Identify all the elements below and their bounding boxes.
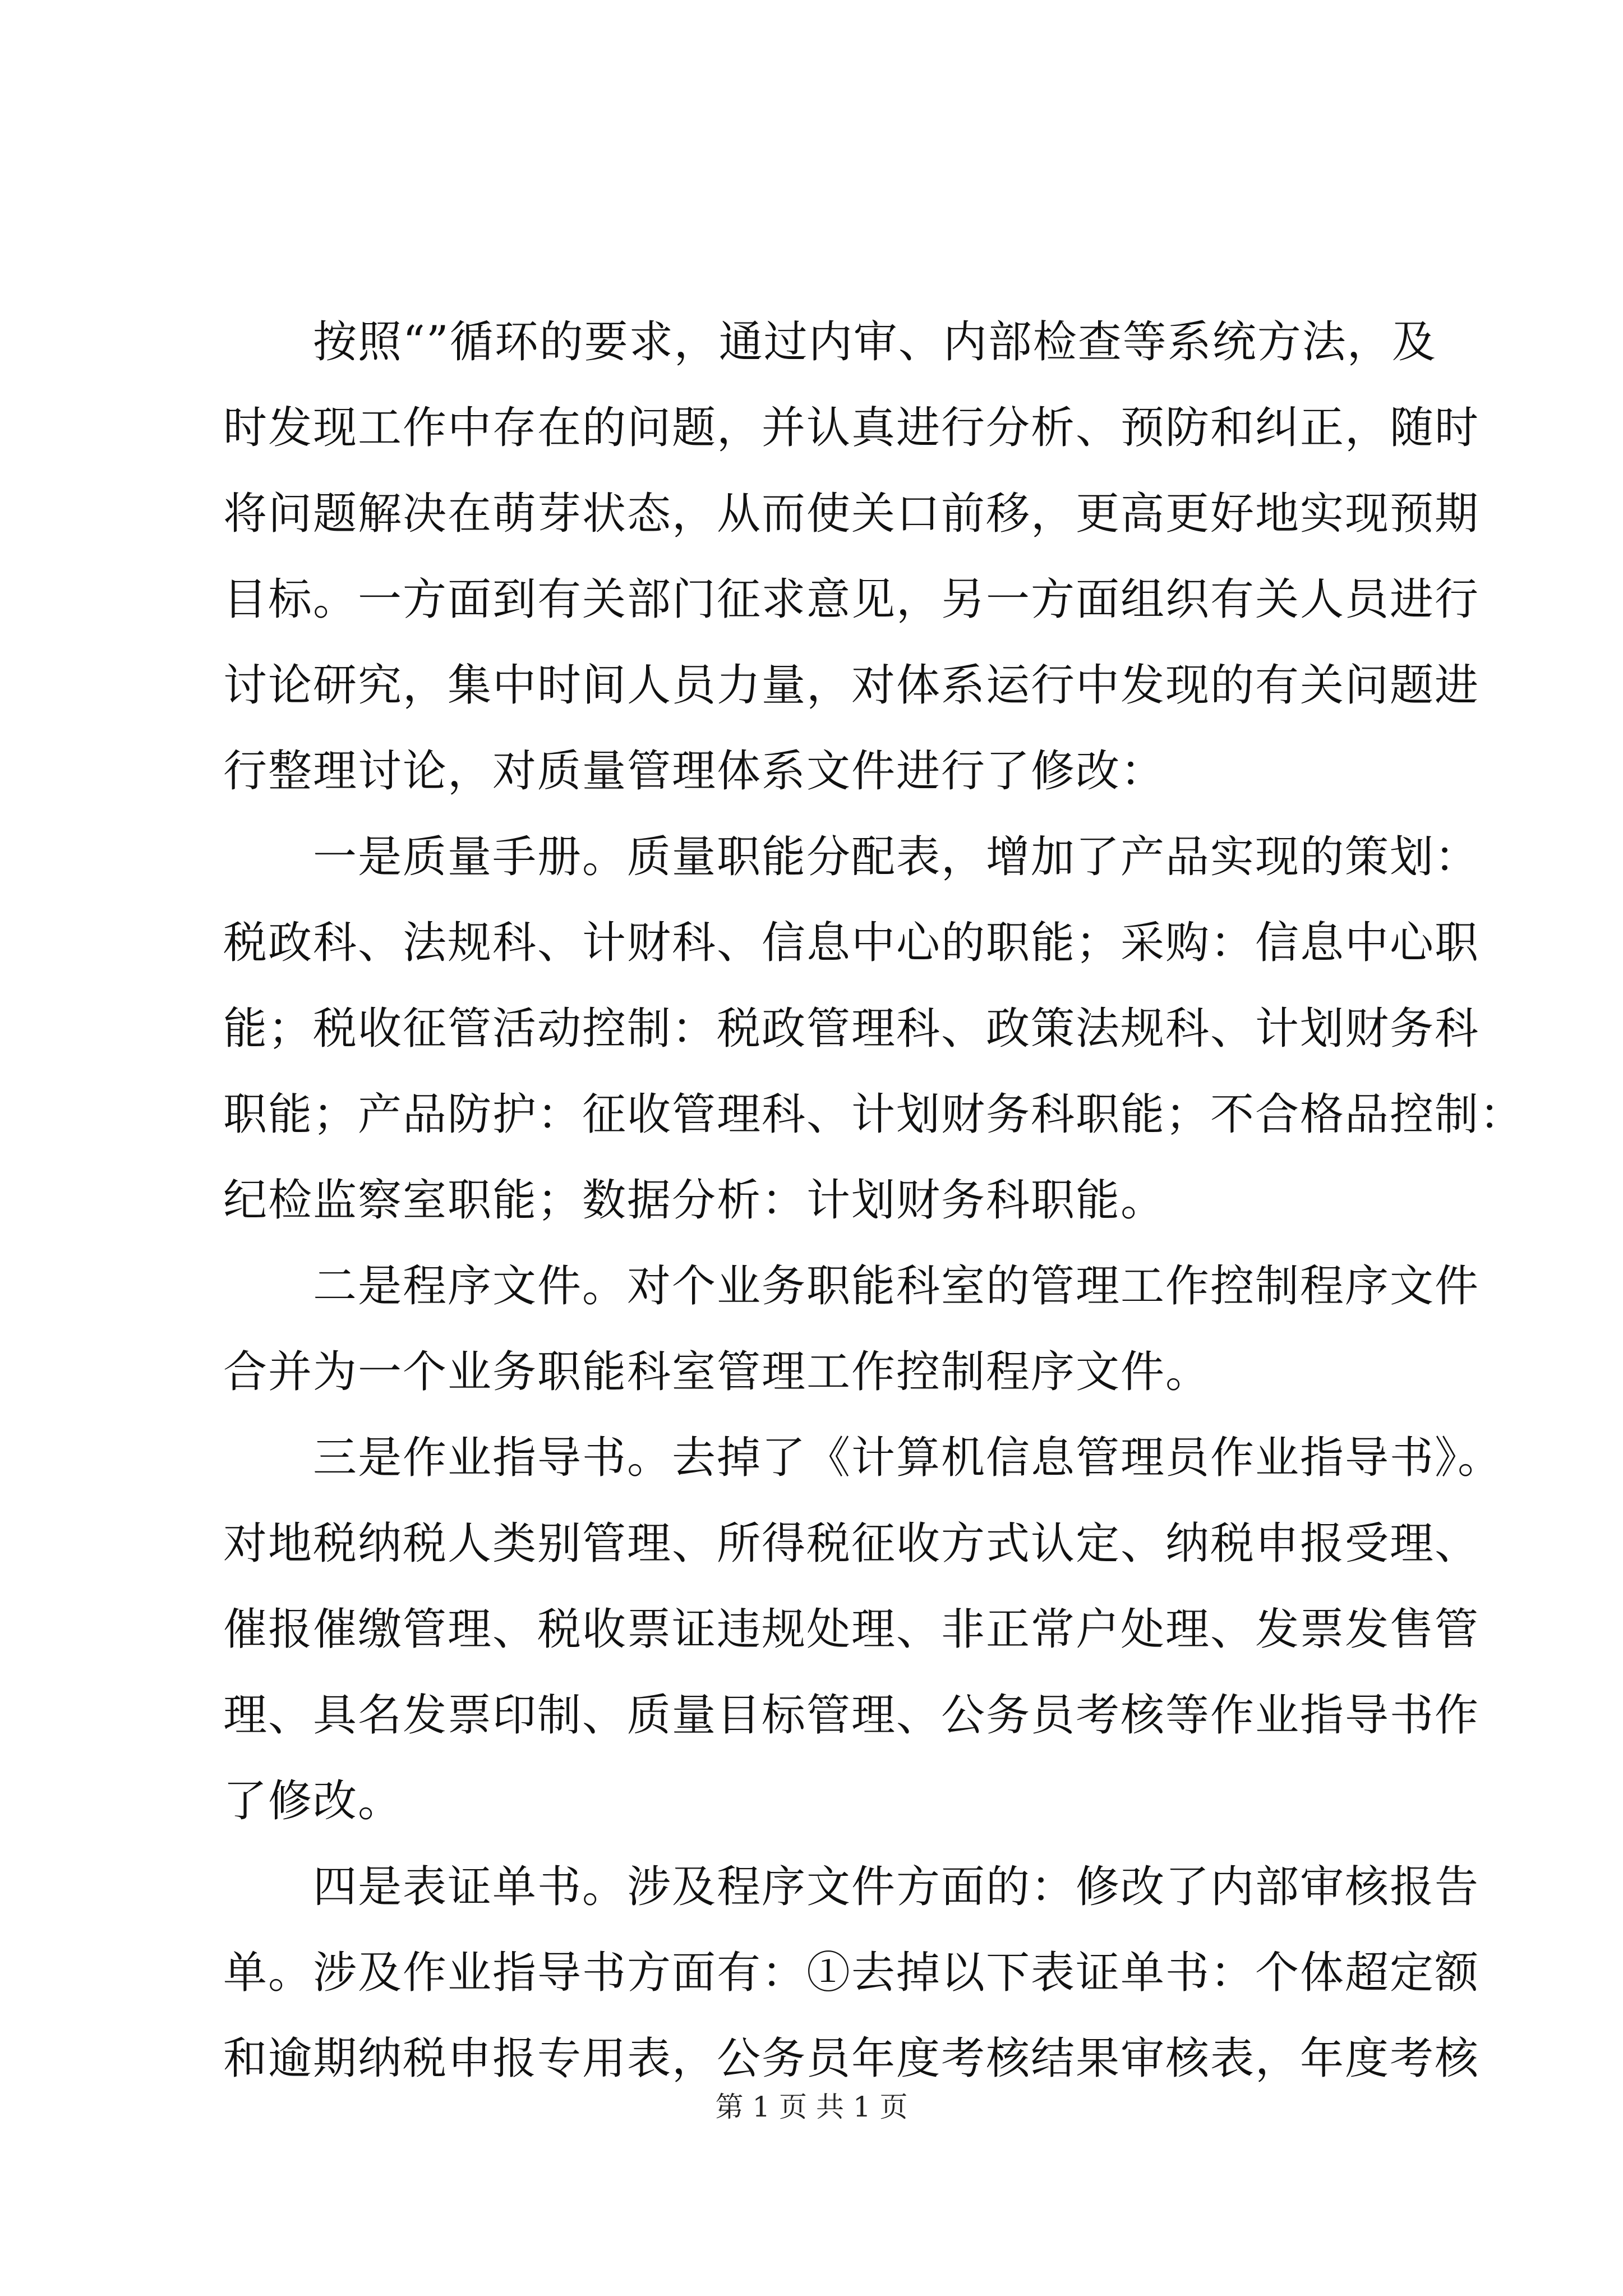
paragraph-line: 三是作业指导书。去掉了《计算机信息管理员作业指导书》。 [313,1433,1503,1483]
paragraph-line: 和逾期纳税申报专用表，公务员年度考核结果审核表，年度考核 [223,2033,1480,2084]
paragraph-line: 行整理讨论，对质量管理体系文件进行了修改： [223,746,1166,797]
document-body [223,300,1525,2102]
paragraph-line: 税政科、法规科、计财科、信息中心的职能；采购：信息中心职 [223,918,1480,968]
paragraph-line: 按照“”循环的要求，通过内审、内部检查等系统方法，及 [313,317,1437,367]
paragraph-line: 对地税纳税人类别管理、所得税征收方式认定、纳税申报受理、 [223,1519,1480,1569]
paragraph-line: 时发现工作中存在的问题，并认真进行分析、预防和纠正，随时 [223,403,1480,453]
paragraph-line: 能；税收征管活动控制：税政管理科、政策法规科、计划财务科 [223,1004,1480,1054]
paragraph-line: 一是质量手册。质量职能分配表，增加了产品实现的策划： [313,832,1480,882]
paragraph-line: 了修改。 [223,1776,403,1826]
page-footer [0,2090,1623,2124]
page-number-label: 第 1 页 共 1 页 [715,2091,908,2123]
paragraph-line: 职能；产品防护：征收管理科、计划财务科职能；不合格品控制： [223,1089,1525,1140]
paragraph-line: 将问题解决在萌芽状态，从而使关口前移，更高更好地实现预期 [223,489,1480,539]
paragraph-line: 目标。一方面到有关部门征求意见，另一方面组织有关人员进行 [223,574,1480,625]
paragraph-line: 二是程序文件。对个业务职能科室的管理工作控制程序文件 [313,1261,1480,1312]
paragraph-line: 单。涉及作业指导书方面有：①去掉以下表证单书：个体超定额 [223,1948,1480,1998]
paragraph-line: 四是表证单书。涉及程序文件方面的：修改了内部审核报告 [313,1862,1480,1912]
paragraph-line: 讨论研究，集中时间人员力量，对体系运行中发现的有关问题进 [223,660,1480,711]
paragraph-line: 合并为一个业务职能科室管理工作控制程序文件。 [223,1347,1211,1397]
paragraph-line: 理、具名发票印制、质量目标管理、公务员考核等作业指导书作 [223,1690,1480,1741]
paragraph-line: 纪检监察室职能；数据分析：计划财务科职能。 [223,1175,1166,1226]
paragraph-line: 催报催缴管理、税收票证违规处理、非正常户处理、发票发售管 [223,1604,1480,1655]
